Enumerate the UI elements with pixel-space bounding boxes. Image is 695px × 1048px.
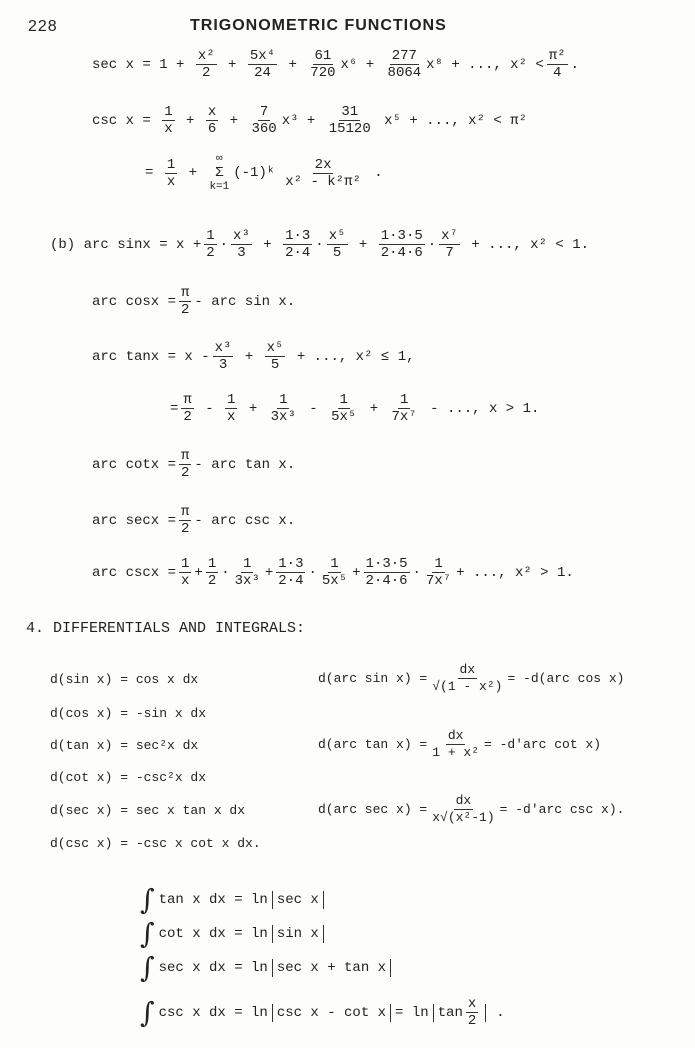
integral-sign: ∫ xyxy=(140,951,155,984)
frac: $\frac{1\cdot 3}{2\cdot 4}$ xyxy=(278,556,304,589)
frac: $\frac{61}{720}$ xyxy=(310,48,336,81)
frac: $\frac{1\cdot 3\cdot 5}{2\cdot 4\cdot 6}$ xyxy=(380,228,423,261)
csc-series: csc x = $\frac{1}{x}$ + $\frac{x}{6}$ + $\frac{7}{360}$ x³ + $\frac{31}{15120}$ x⁵ + ..., x² < π² xyxy=(92,104,527,137)
abs-bar xyxy=(272,891,273,909)
abs-bar xyxy=(390,959,391,977)
differential-csc: d(csc x) = -csc x cot x dx. xyxy=(50,836,261,851)
frac: $\frac{\text{x⁵}}{5}$ xyxy=(328,228,346,261)
frac: $\frac{1\cdot 3}{2\cdot 4}$ xyxy=(285,228,311,261)
integral-sign: ∫ xyxy=(140,883,155,916)
arccot-identity: arc cotx = $\frac{\pi}{2}$ - arc tan x. xyxy=(92,448,296,481)
arccsc-series: arc cscx = $\frac{1}{x}$ + $\frac{1}{2}$ · $\frac{1}{\text{3x³}}$ + $\frac{1\cdot 3}{2\cdot 4}$ · $\frac{1}{\text{5x⁵}}$ + $\frac{1\cdot 3\cdot 5}{2\cdot 4\cdot 6}$ · $\frac{1}{\text{7x⁷}}$ + ..., x² > 1. xyxy=(92,556,574,589)
running-head: TRIGONOMETRIC FUNCTIONS xyxy=(190,17,447,34)
differential-sin: d(sin x) = cos x dx xyxy=(50,672,199,687)
frac: $\frac{1}{\text{5x⁵}}$ xyxy=(331,392,357,425)
frac: $\frac{1}{x}$ xyxy=(181,556,190,589)
frac: $\frac{dx}{\text{x√(x²-1)}}$ xyxy=(432,793,495,825)
differential-sec: d(sec x) = sec x tan x dx xyxy=(50,803,246,818)
differential-tan: d(tan x) = sec²x dx xyxy=(50,738,199,753)
frac: $\frac{1}{2}$ xyxy=(206,228,215,261)
integral-tan: ∫ tan x dx = ln sec x xyxy=(140,890,328,910)
frac: $\frac{x}{2}$ xyxy=(467,996,477,1029)
integral-cot: ∫ cot x dx = ln sin x xyxy=(140,924,328,944)
section-heading: 4. DIFFERENTIALS AND INTEGRALS: xyxy=(26,620,306,637)
arcsin-series: (b) arc sinx = x + $\frac{1}{2}$ · $\frac{\text{x³}}{3}$ + $\frac{1\cdot 3}{2\cdot 4}$ · $\frac{\text{x⁵}}{5}$ + $\frac{1\cdot 3\cdot 5}{2\cdot 4\cdot 6}$ · $\frac{\text{x⁷}}{7}$ + ..., x² < 1. xyxy=(50,228,589,261)
summation-sign: ∞ Σ k=1 xyxy=(209,153,230,193)
arctan-series-large-x: = $\frac{\pi}{2}$ - $\frac{1}{x}$ + $\frac{1}{\text{3x³}}$ - $\frac{1}{\text{5x⁵}}$ + $\frac{1}{\text{7x⁷}}$ - ..., x > 1. xyxy=(170,392,540,425)
frac: $\frac{x}{6}$ xyxy=(207,104,217,137)
abs-bar xyxy=(323,925,324,943)
frac: $\frac{277}{8064}$ xyxy=(387,48,422,81)
differential-cos: d(cos x) = -sin x dx xyxy=(50,706,207,721)
frac: $\frac{1}{x}$ xyxy=(166,156,176,190)
differential-arcsin: d(arc sin x) = $\frac{dx}{\text{√(1 - x²)}}$ = -d(arc cos x) xyxy=(318,662,625,694)
differential-arcsec: d(arc sec x) = $\frac{dx}{\text{x√(x²-1)}}$ = -d'arc csc x). xyxy=(318,793,625,825)
frac: $\frac{dx}{\text{1 + x²}}$ xyxy=(432,728,480,760)
integral-csc: ∫ csc x dx = ln csc x - cot x = ln tan $\frac{x}{2}$ . xyxy=(140,995,505,1029)
arcsec-identity: arc secx = $\frac{\pi}{2}$ - arc csc x. xyxy=(92,504,296,537)
integral-sign: ∫ xyxy=(140,917,155,950)
frac: $\frac{\pi}{2}$ xyxy=(181,448,190,481)
arctan-series: arc tanx = x - $\frac{\text{x³}}{3}$ + $\frac{\text{x⁵}}{5}$ + ..., x² ≤ 1, xyxy=(92,340,415,373)
differential-cot: d(cot x) = -csc²x dx xyxy=(50,770,207,785)
frac: $\frac{\pi}{2}$ xyxy=(183,392,192,425)
abs-bar xyxy=(272,1004,273,1022)
frac: $\frac{\text{x³}}{3}$ xyxy=(233,228,250,261)
page-number: 228 xyxy=(28,18,58,35)
frac: $\frac{1}{x}$ xyxy=(227,392,236,425)
frac: $\frac{\text{x³}}{3}$ xyxy=(214,340,232,373)
frac: $\frac{1}{2}$ xyxy=(207,556,217,589)
frac: $\frac{2x}{\text{x² - k²π²}}$ xyxy=(285,156,361,190)
frac: $\frac{1}{\text{3x³}}$ xyxy=(270,392,296,425)
abs-bar xyxy=(433,1004,434,1022)
frac: $\frac{\text{x⁵}}{5}$ xyxy=(266,340,284,373)
csc-sum: = $\frac{1}{x}$ + ∞ Σ k=1 (-1)ᵏ $\frac{2x}{\text{x² - k²π²}}$ . xyxy=(145,153,383,193)
abs-bar xyxy=(390,1004,391,1022)
arccos-identity: arc cosx = $\frac{\pi}{2}$ - arc sin x. xyxy=(92,285,296,318)
frac: $\frac{1}{\text{7x⁷}}$ xyxy=(391,392,417,425)
frac: $\frac{\text{x²}}{2}$ xyxy=(197,48,215,81)
frac: $\frac{dx}{\text{√(1 - x²)}}$ xyxy=(432,662,503,694)
frac: $\frac{1\cdot 3\cdot 5}{2\cdot 4\cdot 6}$ xyxy=(365,556,408,589)
frac: $\frac{\pi}{2}$ xyxy=(181,285,190,318)
abs-bar xyxy=(485,1004,486,1022)
integral-sec: ∫ sec x dx = ln sec x + tan x xyxy=(140,958,395,978)
frac: $\frac{\text{π²}}{4}$ xyxy=(548,48,566,81)
frac: $\frac{1}{x}$ xyxy=(164,104,173,137)
abs-bar xyxy=(323,891,324,909)
frac: $\frac{1}{\text{7x⁷}}$ xyxy=(425,556,452,589)
frac: $\frac{\pi}{2}$ xyxy=(181,504,190,537)
frac: $\frac{31}{15120}$ xyxy=(328,104,371,137)
frac: $\frac{7}{360}$ xyxy=(251,104,277,137)
differential-arctan: d(arc tan x) = $\frac{dx}{\text{1 + x²}}$ = -d'arc cot x) xyxy=(318,728,602,760)
abs-bar xyxy=(272,925,273,943)
abs-bar xyxy=(272,959,273,977)
sec-lhs: sec x = 1 + xyxy=(92,56,193,73)
integral-sign: ∫ xyxy=(140,995,155,1029)
frac: $\frac{\text{x⁷}}{7}$ xyxy=(441,228,458,261)
frac: $\frac{1}{\text{3x³}}$ xyxy=(234,556,260,589)
frac: $\frac{\text{5x⁴}}{24}$ xyxy=(249,48,276,81)
frac: $\frac{1}{\text{5x⁵}}$ xyxy=(321,556,348,589)
sec-series: sec x = 1 + $\frac{\text{x²}}{2}$ + $\frac{\text{5x⁴}}{24}$ + $\frac{61}{720}$ x⁶ + $\frac{277}{8064}$ x⁸ + ..., x² < $\frac{\text{π²}}{4}$ . xyxy=(92,48,580,81)
